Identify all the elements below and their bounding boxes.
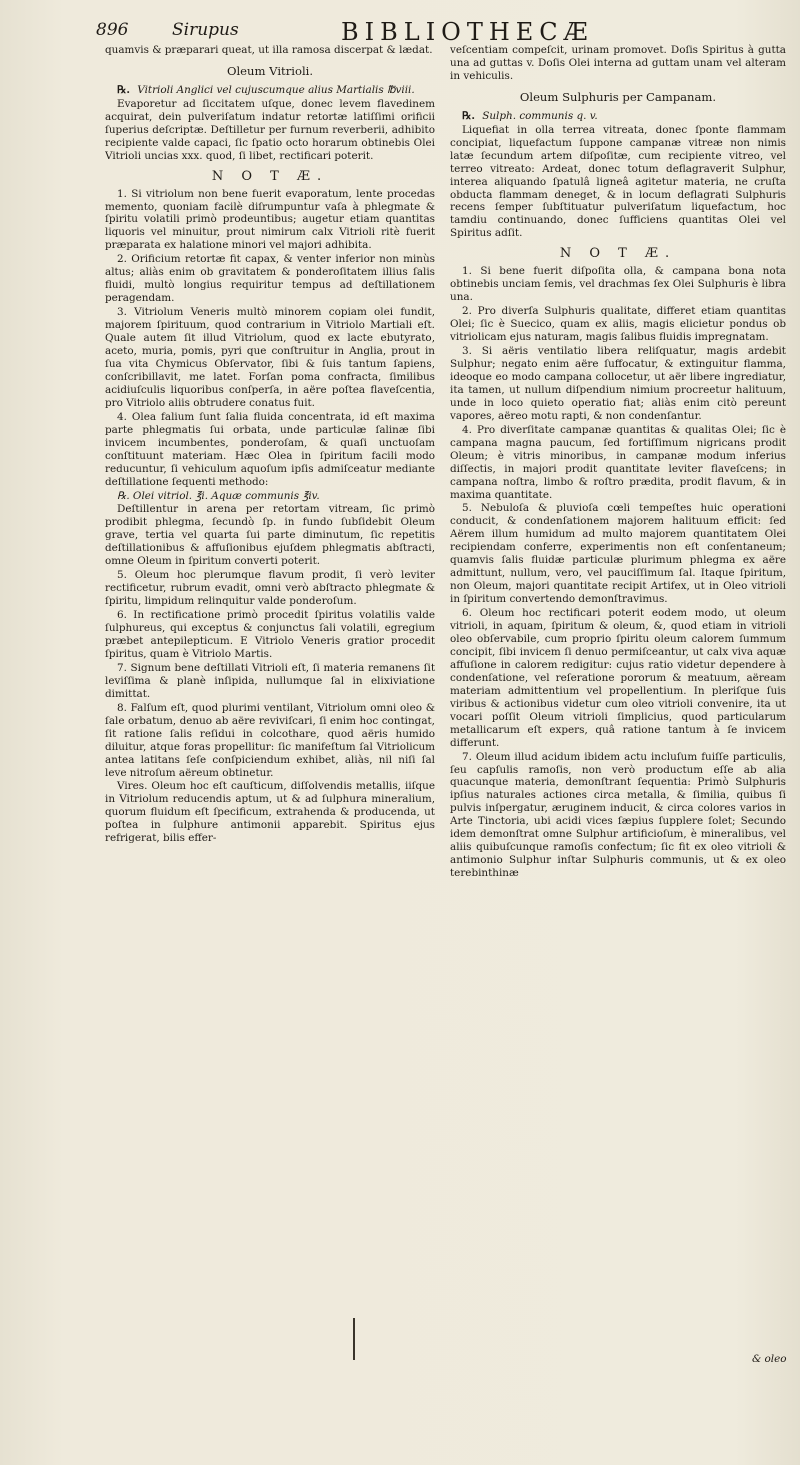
recipe-icon: ℞. <box>462 109 475 122</box>
recipe-text: Sulph. communis q. v. <box>482 109 598 122</box>
left-intro: quamvis & præparari queat, ut illa ramosa discerpat & lædat. <box>105 44 433 56</box>
note-paragraph: 7. Signum bene deſtillati Vitrioli eſt, ſi materia remanens ſit leviſſima & planè inſipida, nullumque ſal in elixiviatione dimittat. <box>105 661 435 700</box>
section-heading-oleum-vitrioli: Oleum Vitrioli. <box>226 63 314 78</box>
note-paragraph: 3. Si aëris ventilatio libera reliſquatur, magis ardebit Sulphur; negato enim aëre ſuffocatur, & extinguitur flamma, ideoque eo modo campana collocetur, ut aër libere ingrediatur, ita tamen, ut nullum diſpendium nimium procreetur halituum, unde in loco quieto operatio fiat; aliàs enim citò pereunt vapores, aëreo motu rapti, & non condenſantur. <box>450 345 786 422</box>
right-intro: veſcentiam compeſcit, urinam promovet. Doſis Spiritus à gutta una ad guttas v. Doſis Olei interna ad guttam unam vel alteram in vehiculis. <box>450 44 786 82</box>
procedure-paragraph: Evaporetur ad ſiccitatem uſque, donec levem flavedinem acquirat, dein pulveriſatum indatur retortæ latiſſimi orificii ſuperius deſcriptæ. Deſtilletur per furnum reverberii, adhibito recipiente valde capaci, ſic ſpatio octo horarum obtinebis Olei Vitrioli uncias xxx. quod, ſi libet, rectificari poterit. <box>105 97 435 162</box>
note-paragraph: 6. Oleum hoc rectificari poterit eodem modo, ut oleum vitrioli, in aquam, ſpiritum & oleum, &, quod etiam in vitrioli oleo obſervabile, cum proprio ſpiritu oleum calorem ſummum concipit, ſibi invicem ſi denuo permiſceantur, ut calx viva aquæ affuſione in calorem redigitur: cujus ratio videtur dependere à condenſatione, vel reſeratione pororum & meatuum, aëream materiam admittentium vel propellentium. In pleriſque ſuis viribus & actionibus videtur cum oleo vitrioli convenire, ita ut vocari poſſit Oleum vitrioli ſimplicius, quod particularum metallicarum eſt expers, quâ ratione tantum à ſe invicem differunt. <box>450 607 786 749</box>
note-paragraph: 1. Si vitriolum non bene fuerit evaporatum, lente procedas memento, quoniam facilè diſrumpuntur vaſa à phlegmate & ſpiritu volatili primò prodeuntibus; augetur etiam quantitas liquoris vel minuitur, prout nimirum calx Vitrioli ritè fuerit præparata ex halatione minori vel majori adhibita. <box>105 187 435 252</box>
note-paragraph: 8. Falſum eſt, quod plurimi ventilant, Vitriolum omni oleo & ſale orbatum, denuo ab aëre reviviſcari, ſi enim hoc contingat, ſit ratione ſalis reſidui in colcothare, quod aëris humido diluitur, atque foras propellitur: ſic manifeſtum ſal Vitriolicum antea latitans ſeſe conſpiciendum exhibet, aliàs, nil niſi ſal leve nitroſum aëreum obtinetur. <box>105 701 435 779</box>
recipe-text: Vitrioli Anglici vel cujuscumque alius Martialis ℔viii. <box>137 83 415 96</box>
note-paragraph: 6. In rectificatione primò procedit ſpiritus volatilis valde ſulphureus, qui exceptus & conjunctus ſali volatili, egregium præbet antepilepticum. E Vitriolo Veneris gratior procedit ſpiritus, quam è Vitriolo Martis. <box>105 609 435 660</box>
note-paragraph: 4. Pro diverſitate campanæ quantitas & qualitas Olei; ſic è campana magna paucum, ſed fortiſſimum nigricans prodit Oleum; è vitris minoribus, in campanæ modum inferius diſſectis, in majori prodit quantitate leviter flaveſcens; in campana noſtra, limbo & roſtro prædita, prodit flavum, & in maxima quantitate. <box>450 423 786 501</box>
note-paragraph: 2. Pro diverſa Sulphuris qualitate, differet etiam quantitas Olei; ſic è Suecico, quam ex aliis, magis elicietur pondus ob vitriolicam ejus naturam, magis ſalibus fluidis impregnatam. <box>450 305 786 344</box>
note-paragraph: 2. Orificium retortæ fit capax, & venter inferior non minùs altus; aliàs enim ob gravitatem & ponderoſitatem illius ſalis fluidi, multò longius requiritur tempus ad deſtillationem peragendam. <box>105 253 435 305</box>
vires-paragraph: Vires. Oleum hoc eſt cauſticum, diſſolvendis metallis, iiſque in Vitriolum reducendis aptum, ut & ad ſulphura mineralium, quorum fluidum eſt ſpecificum, extrahenda & producenda, ut poſtea in ſulphure antimonii apparebit. Spiritus ejus refrigerat, bilis effer- <box>105 780 435 845</box>
note-paragraph: Deſtillentur in arena per retortam vitream, ſic primò prodibit phlegma, ſecundò ſp. in fundo ſubſidebit Oleum grave, tertia vel quarta ſui parte diminutum, ſic repetitis deſtillationibus & affuſionibus ejuſdem phlegmatis abſtracti, omne Oleum in ſpiritum converti poterit. <box>105 503 435 568</box>
running-title: BIBLIOTHECÆ <box>341 18 594 46</box>
note-paragraph: 3. Vitriolum Veneris multò minorem copiam olei fundit, majorem ſpirituum, quod contrarium in Vitriolo Martiali eſt. Quale autem ſit illud Vitriolum, quod ex lacte ebutyrato, aceto, muria, pomis, pyri que conſtruitur in Anglia, prout in ſua vita Chymicus Obſervator, ſibi & ſuis tantum ſapiens, conſcribillavit, me latet. Forſan poma confracta, ſimilibus acidiuſculis liquoribus conſperſa, in aëre poſtea flaveſcentia, pro Vitriolo aliis obtrudere conatus fuit. <box>105 306 435 409</box>
procedure-paragraph: Liquefiat in olla terrea vitreata, donec ſponte flammam concipiat, liquefactum ſuppone campanæ vitreæ non nimis latæ ſecundum artem diſpoſitæ, cum recipiente vitreo, vel terreo vitreato: Ardeat, donec totum deflagraverit Sulphur, interea aliquando ſpatulâ ligneâ agitetur materia, ne cruſta obducta flammam deneget, & in locum deflagrati Sulphuris recens ſemper ſubſtituatur pulveriſatum liquefactum, hoc tamdiu continuando, donec ſufficiens quantitas Olei vel Spiritus adſit. <box>450 123 786 240</box>
notes-heading: N O T Æ. <box>211 168 329 184</box>
bottom-rule-mark <box>353 1318 355 1360</box>
catchword: & oleo <box>752 1353 787 1365</box>
note-paragraph: 1. Si bene fuerit diſpoſita olla, & campana bona nota obtinebis unciam ſemis, vel drachmas ſex Olei Sulphuris è libra una. <box>450 265 786 304</box>
recipe-line <box>105 84 435 97</box>
section-heading-oleum-sulphuris: Oleum Sulphuris per Campanam. <box>519 89 717 104</box>
note-paragraph: 4. Olea falium ſunt ſalia fluida concentrata, id eſt maxima parte phlegmatis ſui orbata, unde particulæ ſalinæ ſibi invicem incumbentes, ponderoſam, & quaſi unctuoſam conſtituunt materiam. Hæc Olea in ſpiritum facili modo reducuntur, ſi vehiculum aquoſum ipſis admiſceatur mediante deſtillatione ſequenti methodo: <box>105 410 435 488</box>
recipe-icon: ℞. <box>117 83 130 96</box>
running-word: Sirupus <box>172 20 239 40</box>
recipe-line <box>450 110 786 123</box>
notes-heading: N O T Æ. <box>559 246 677 262</box>
note-paragraph: 7. Oleum illud acidum ibidem actu incluſum fuiſſe particulis, ſeu capſulis ramoſis, non verò productum eſſe ab alia quacunque materia, demonſtrant ſequentia: Primò Sulphuris ipſius naturales actiones circa metalla, & ſimilia, quibus ſi pulvis inſpergatur, æruginem inducit, & circa colores varios in Arte Tinctoria, ubi acidi vices ſæpius ſupplere ſolet; Secundo idem demonſtrat omne Sulphur artificioſum, è mineralibus, vel aliis quibuſcunque ramoſis confectum; ſic fit ex oleo vitrioli & antimonio Sulphur inſtar Sulphuris communis, ut & ex oleo terebinthinæ <box>450 750 786 880</box>
note-paragraph: 5. Nebuloſa & pluvioſa cœli tempeſtes huic operationi conducit, & condenſationem majorem halituum efficit: ſed Aërem illum humidum ad multo majorem quantitatem Olei recipiendam conferre, experimentis non eſt conſentaneum; quamvis ſalis fluidæ particulæ plurimum phlegma ex aëre admittunt, nullum, vero, vel pauciſſimum ſal. Itaque ſpiritum, non Oleum, majori quantitate recipit Artifex, ut in Oleo vitrioli in ſpiritum convertendo demonſtravimus. <box>450 502 786 606</box>
right-column <box>450 44 786 1304</box>
note-paragraph: 5. Oleum hoc plerumque flavum prodit, ſi verò leviter rectificetur, rubrum evadit, omni verò abſtracto phlegmate & ſpiritu, limpidum relinquitur valde ponderoſum. <box>105 569 435 608</box>
left-column <box>105 44 435 1304</box>
page-number: 896 <box>96 20 129 40</box>
recipe-line-two: ℞. Olei vitriol. ℥i. Aquæ communis ℥iv. <box>117 489 320 502</box>
